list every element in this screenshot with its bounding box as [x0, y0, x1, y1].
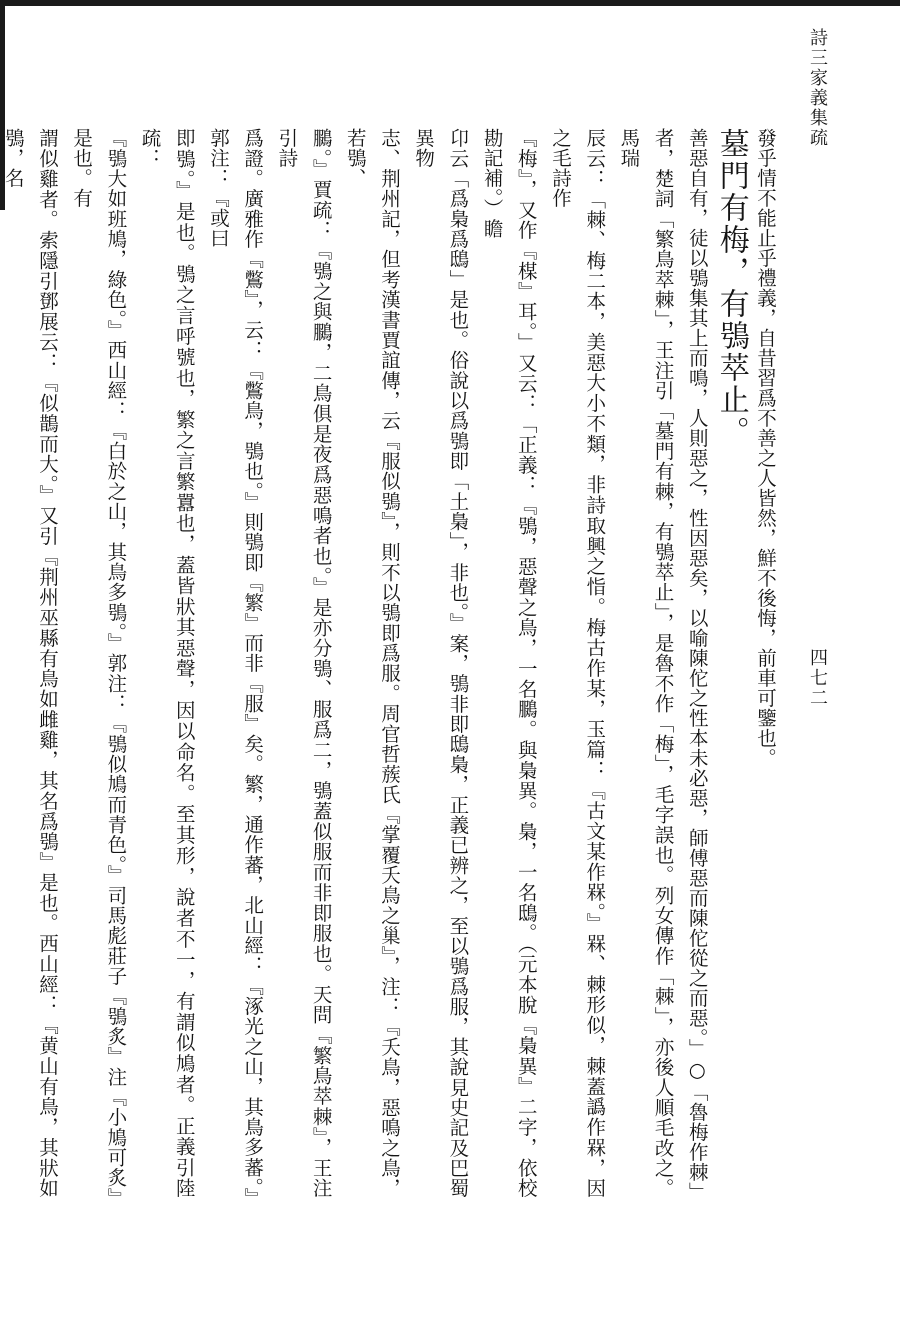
text-column: 爲證。廣雅作『鷩』，云：『鷩鳥，鴞也。』則鴞即『繁』而非『服』矣。繁，通作蕃，北山經：『涿光之山，其鳥多蕃。』郭注：『或曰	[206, 128, 265, 1198]
text-column: 發乎情不能止乎禮義，自昔習爲不善之人皆然，鮮不後悔，前車可鑒也。	[754, 128, 777, 768]
top-border-rule	[0, 0, 900, 6]
page-number: 四七二	[807, 648, 828, 708]
text-column: 卬云「爲梟爲鴟」是也。俗說以爲鴞即「土梟」，非也。』案，鴞非即鴟梟，正義已辨之，至以鴞爲服，其說見史記及巴蜀異物	[412, 128, 470, 1198]
text-column: 『梅』，又作『楳』耳。」又云：「正義：『鴞，惡聲之鳥，一名鵩。與梟異。梟，一名鴟。（元本脫『梟異』二字，依校勘記補。）瞻	[480, 128, 538, 1198]
text-column: 辰云：「棘、梅二本，美惡大小不類，非詩取興之恉。梅古作某，玉篇：『古文某作槑。』槑、棘形似，棘蓋譌作槑，因之毛詩作	[548, 128, 607, 1198]
text-column: 鵩。』賈疏：『鴞之與鵩，二鳥俱是夜爲惡鳴者也。』是亦分鴞、服爲二，鴞蓋似服而非即服也。天問『繁鳥萃棘』，王注引詩	[275, 128, 333, 1198]
verse-line: 墓門有梅，有鴞萃止。	[713, 128, 749, 448]
text-column: 志、荆州記，但考漢書賈誼傳，云『服似鴞』，則不以鴞即爲服。周官哲蔟氏『掌覆夭鳥之巢』，注：『夭鳥，惡鳴之鳥，若鴞、	[343, 128, 401, 1198]
text-column: 即鴞。』是也。鴞之言呼號也，繁之言繁囂也，蓋皆狀其惡聲，因以命名。至其形，說者不一，有謂似鳩者。正義引陸疏：	[138, 128, 196, 1198]
text-column: 者，楚詞「繁鳥萃棘」，王注引「墓門有棘，有鴞萃止」，是魯不作「梅」，毛字誤也。列女傳作「棘」，亦後人順毛改之。馬瑞	[617, 128, 675, 1198]
running-head-title: 詩三家義集疏	[807, 28, 828, 148]
text-column: 『鴞大如班鳩，綠色。』西山經：『白於之山，其鳥多鴞。』郭注：『鴞似鳩而青色。』司馬彪莊子『鴞炙』注『小鳩可炙』是也。有	[70, 128, 128, 1198]
text-column: 謂似雞者。索隱引鄧展云：『似鵲而大。』又引『荆州巫縣有鳥如雌雞，其名爲鴞』是也。西山經：『黄山有鳥，其狀如鴞，名	[1, 128, 59, 1198]
main-text-block	[0, 128, 782, 1202]
text-column: 善惡自有，徒以鴞集其上而鳴，人則惡之，性因惡矣，以喻陳佗之性本未必惡，師傅惡而陳佗從之而惡。」○「魯梅作棘」	[685, 128, 709, 1202]
